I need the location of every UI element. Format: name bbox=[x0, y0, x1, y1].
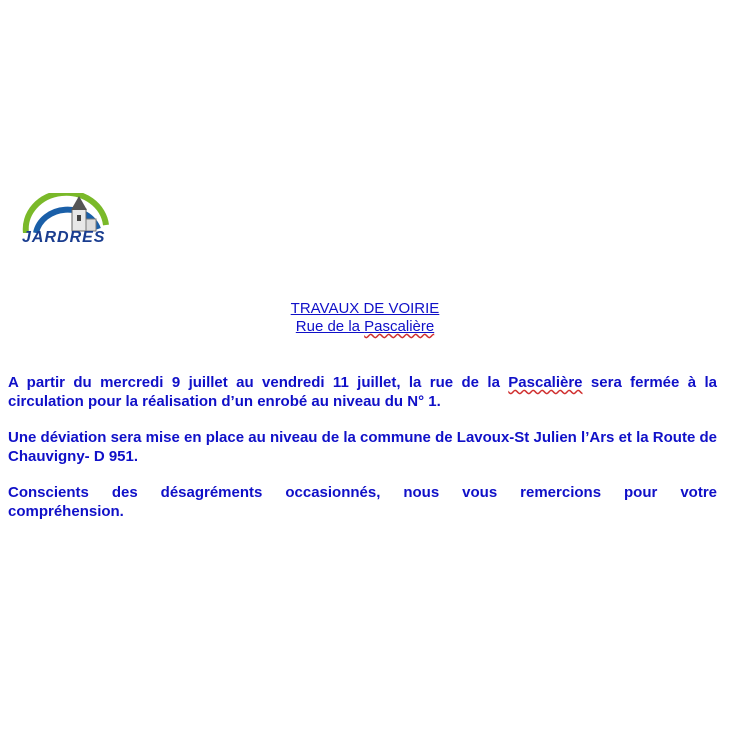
paragraph-closure-end: sera fermée à la circulation pour la réalisation d’un enrobé au niveau du N° 1. bbox=[8, 374, 717, 410]
rainbow-church-icon bbox=[20, 193, 112, 233]
paragraph-detour: Une déviation sera mise en place au niveau de la commune de Lavoux-St Julien l’Ars et la Route de Chauvigny- D 951. bbox=[8, 429, 717, 465]
paragraph-closure bbox=[8, 373, 717, 411]
paragraph-thanks-line-1: Conscients des désagréments occasionnés, nous vous remercions pour votre bbox=[8, 484, 717, 501]
notice-title bbox=[0, 300, 730, 336]
jardres-logo bbox=[20, 193, 112, 251]
title-line-1: TRAVAUX DE VOIRIE bbox=[290, 300, 440, 317]
paragraph-street-name: Pascalière bbox=[508, 374, 583, 391]
paragraph-closure-start: A partir du mercredi 9 juillet au vendredi 11 juillet, la rue de la bbox=[8, 374, 509, 391]
street-name: Pascalière bbox=[364, 318, 435, 335]
paragraph-thanks-line-2: compréhension. bbox=[8, 503, 124, 520]
logo-text: JARDRES bbox=[22, 229, 106, 246]
paragraph-thanks bbox=[8, 483, 717, 521]
title-line-2-prefix: Rue de la bbox=[295, 318, 365, 335]
title-line-2 bbox=[0, 318, 730, 336]
